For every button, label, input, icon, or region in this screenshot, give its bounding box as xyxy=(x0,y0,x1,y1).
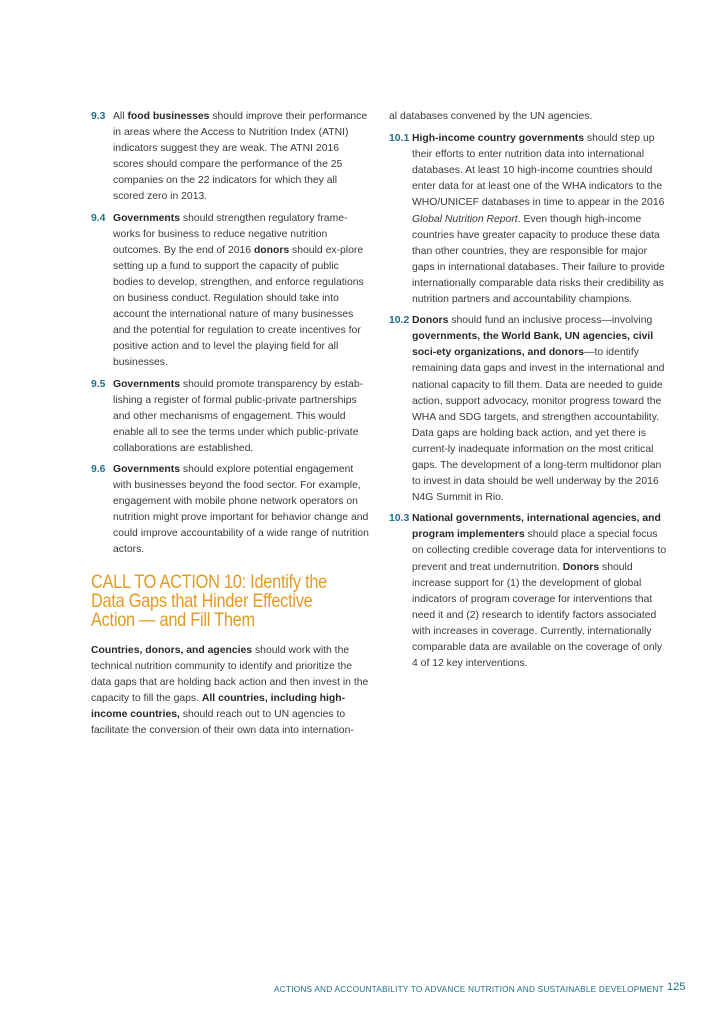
item-number: 10.1 xyxy=(389,133,410,145)
item-number: 10.3 xyxy=(389,513,410,525)
item-10-3: 10.3 National governments, international agencies, and program implementers should place a special focus on collecting credible coverage data for interventions to prevent and treat undernutrition. Donors should increase support for (1) the development of global indicators of program coverage for interventions that need it and (2) research to identify factors associated with increases in coverage. Currently, internationally comparable data are available on the coverage of only 4 of 12 key interventions. xyxy=(389,513,667,670)
item-number: 9.5 xyxy=(91,378,106,390)
page-number: 125 xyxy=(667,981,686,993)
item-number: 9.6 xyxy=(91,463,106,475)
item-number: 10.2 xyxy=(389,315,410,327)
left-column xyxy=(91,109,369,564)
item-9-3: 9.3 All food businesses should improve their performance in areas where the Access to Nutrition Index (ATNI) indicators suggest they are weak. The ATNI 2016 scores should compare the performance of the 25 companies on the 22 indicators for which they all scored zero in 2013. xyxy=(91,111,368,203)
item-number: 9.4 xyxy=(91,212,106,224)
call-to-action-heading: CALL TO ACTION 10: Identify the Data Gaps that Hinder Effective Action — and Fill Them xyxy=(91,572,328,631)
item-9-6: 9.6 Governments should explore potential engagement with businesses beyond the food sector. For example, engagement with mobile phone network operators on nutrition might prove important for behavior change and could improve accountability of a wide range of nutrition actors. xyxy=(91,463,369,556)
item-number: 9.3 xyxy=(91,111,106,122)
right-column xyxy=(389,109,667,677)
continued-text: al databases convened by the UN agencies. xyxy=(389,111,593,122)
item-10-1: 10.1 High-income country governments should step up their efforts to enter nutrition data into international databases. At least 10 high-income countries should enter data for at least one of the WHA indicators to the WHO/UNICEF databases in time to appear in the 2016 Global Nutrition Report. Even though high-income countries have greater capacity to produce these data than other countries, they are responsible for major gaps in international databases. Their failure to provide internationally comparable data risks their credibility as nutrition partners and accountability champions. xyxy=(389,133,665,306)
item-10-2: 10.2 Donors should fund an inclusive process—involving governments, the World Bank, UN agencies, civil soci-ety organizations, and donors—to identify remaining data gaps and invest in the international and national capacity to fill them. Data are needed to guide action, support advocacy, monitor progress toward the WHA and SDG targets, and strengthen accountability. Data gaps are holding back action, and yet there is current-ly inadequate information on the most critical gaps. The development of a long-term multidonor plan to invest in data should be well underway by the 2016 N4G Summit in Rio. xyxy=(389,315,665,504)
call-to-action-body: Countries, donors, and agencies should work with the technical nutrition community to identify and prioritize the data gaps that are holding back action and then invest in the capacity to fill the gaps. All countries, including high-income countries, should reach out to UN agencies to facilitate the conversion of their own data into internation- xyxy=(91,645,369,737)
running-footer: ACTIONS AND ACCOUNTABILITY TO ADVANCE NUTRITION AND SUSTAINABLE DEVELOPMENT xyxy=(274,984,664,994)
item-9-5: 9.5 Governments should promote transparency by estab-lishing a register of formal public-private partnerships and other mechanisms of engagement. This would enable all to see the terms under which public-private collaborations are established. xyxy=(91,378,364,454)
item-9-4: 9.4 Governments should strengthen regulatory frame-works for business to reduce negative nutrition outcomes. By the end of 2016 donors should ex-plore setting up a fund to support the capacity of public bodies to develop, strengthen, and enforce regulations on business conduct. Regulation should take into account the international nature of many businesses and the potential for regulation to create incentives for positive action and to level the playing field for all businesses. xyxy=(91,212,364,369)
